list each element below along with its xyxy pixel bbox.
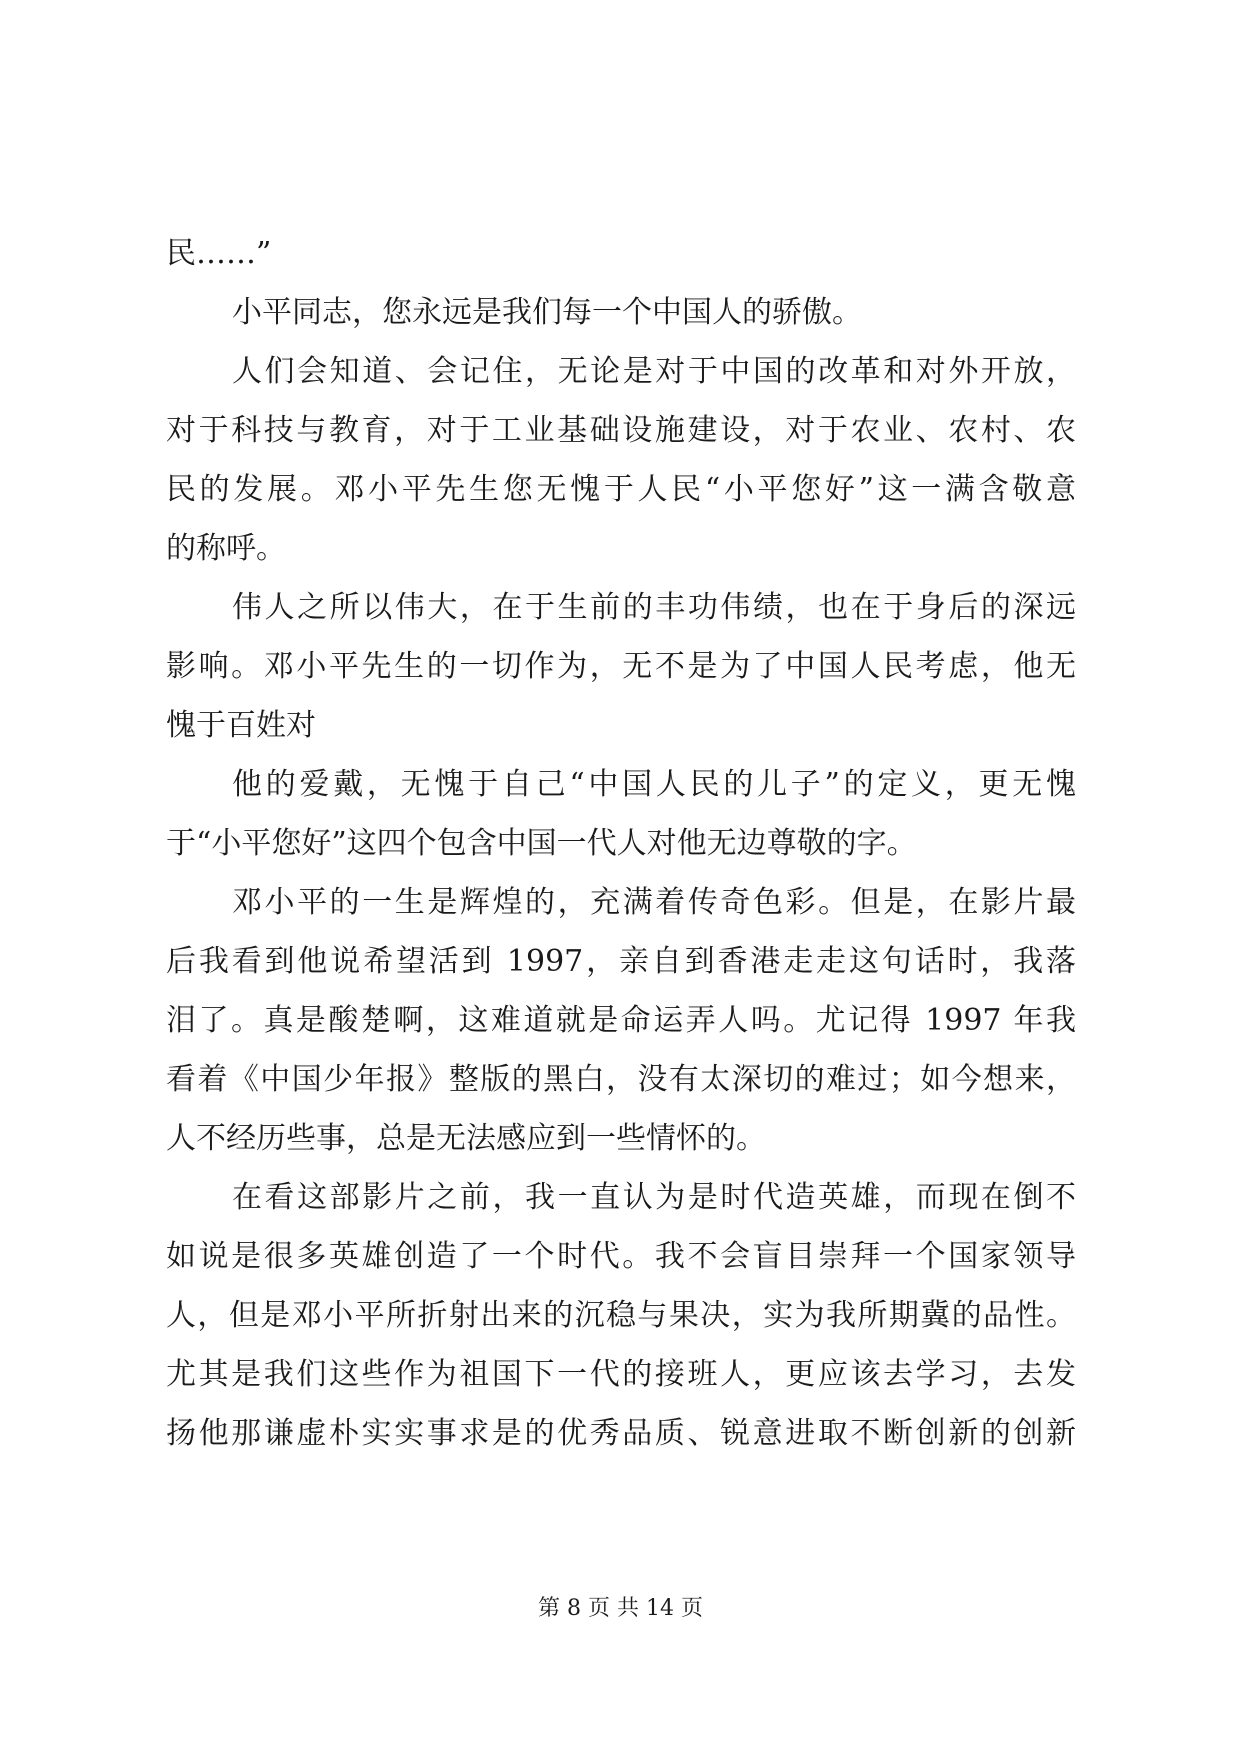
text-line: 如说是很多英雄创造了一个时代。我不会盲目崇拜一个国家领导	[166, 1239, 1076, 1274]
document-body	[166, 224, 1076, 1463]
text-line: 民的发展。邓小平先生您无愧于人民“小平您好”这一满含敬意	[166, 472, 1076, 507]
text-line: 邓小平的一生是辉煌的，充满着传奇色彩。但是，在影片最	[232, 885, 1076, 920]
text-line: 人不经历些事，总是无法感应到一些情怀的。	[166, 1121, 766, 1156]
text-line: 看着《中国少年报》整版的黑白，没有太深切的难过；如今想来，	[166, 1062, 1076, 1097]
text-line: 对于科技与教育，对于工业基础设施建设，对于农业、农村、农	[166, 413, 1076, 448]
text-line: 伟人之所以伟大，在于生前的丰功伟绩，也在于身后的深远	[232, 590, 1076, 625]
text-line: 人们会知道、会记住，无论是对于中国的改革和对外开放，	[232, 354, 1076, 389]
text-line: 泪了。真是酸楚啊，这难道就是命运弄人吗。尤记得 1997 年我	[166, 1003, 1076, 1038]
text-line: 民……”	[166, 236, 272, 271]
text-line: 在看这部影片之前，我一直认为是时代造英雄，而现在倒不	[232, 1180, 1076, 1215]
page-footer: 第 8 页 共 14 页	[538, 1596, 703, 1621]
text-line: 扬他那谦虚朴实实事求是的优秀品质、锐意进取不断创新的创新	[166, 1416, 1076, 1451]
text-line: 于“小平您好”这四个包含中国一代人对他无边尊敬的字。	[166, 826, 917, 861]
text-line: 人，但是邓小平所折射出来的沉稳与果决，实为我所期冀的品性。	[166, 1298, 1076, 1333]
text-line: 的称呼。	[166, 531, 286, 566]
text-line: 他的爱戴，无愧于自己“中国人民的儿子”的定义，更无愧	[232, 767, 1076, 802]
text-line: 愧于百姓对	[166, 708, 316, 743]
text-line: 后我看到他说希望活到 1997，亲自到香港走走这句话时，我落	[166, 944, 1076, 979]
text-line: 尤其是我们这些作为祖国下一代的接班人，更应该去学习，去发	[166, 1357, 1076, 1392]
text-line: 小平同志，您永远是我们每一个中国人的骄傲。	[232, 295, 862, 330]
text-line: 影响。邓小平先生的一切作为，无不是为了中国人民考虑，他无	[166, 649, 1076, 684]
